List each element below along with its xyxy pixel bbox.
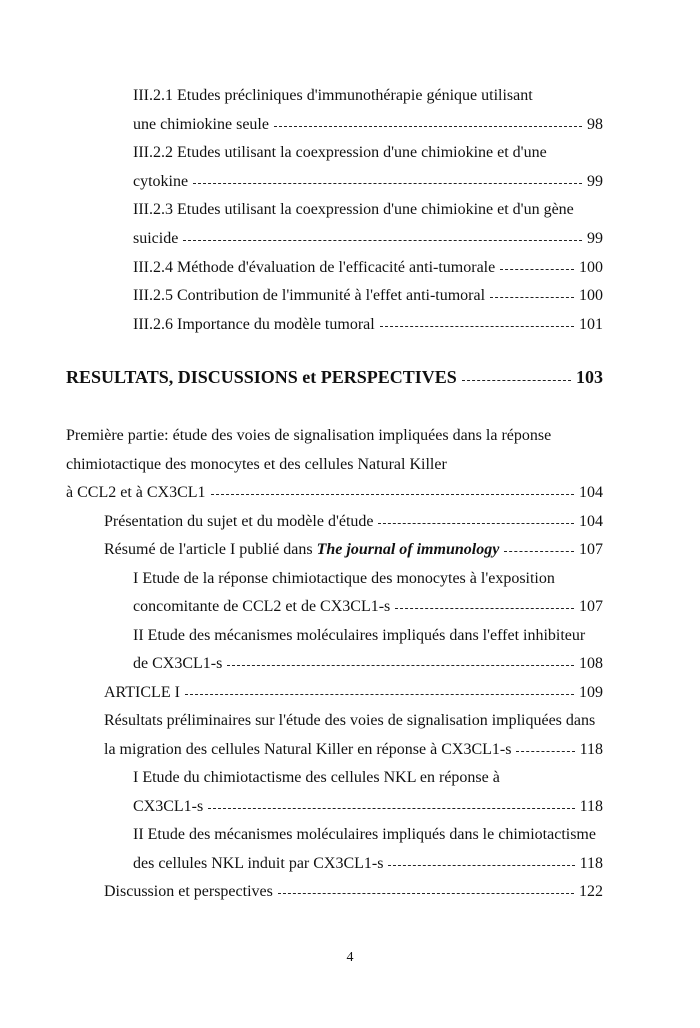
dot-leader — [211, 481, 574, 495]
toc-entry-etude1-line1 — [133, 567, 555, 591]
toc-entry-text: cytokine — [133, 173, 189, 190]
toc-page-number: 99 — [587, 173, 603, 190]
page-number: 4 — [346, 950, 354, 965]
toc-entry-text — [104, 538, 499, 562]
dot-leader — [380, 313, 574, 327]
toc-entry-etude2-line1 — [133, 624, 585, 648]
toc-entry-3-2-2-line1 — [133, 141, 547, 165]
toc-entry-3-2-3-line2 — [133, 227, 603, 251]
toc-entry-etude1-line2 — [133, 595, 603, 619]
toc-entry-text: III.2.1 Etudes précliniques d'immunothérapie génique utilisant — [133, 87, 533, 104]
toc-page-number: 118 — [579, 798, 603, 815]
toc-entry-discussion — [104, 880, 603, 904]
toc-page-number: 99 — [587, 230, 603, 247]
toc-section-heading-resultats — [66, 363, 603, 391]
toc-entry-text: III.2.2 Etudes utilisant la coexpression d'une chimiokine et d'une — [133, 144, 547, 161]
toc-entry-3-2-5 — [133, 284, 603, 308]
toc-entry-text: III.2.5 Contribution de l'immunité à l'effet anti-tumoral — [133, 287, 486, 304]
toc-page-number: 103 — [576, 367, 603, 387]
dot-leader — [378, 510, 574, 524]
toc-entry-article1 — [104, 681, 603, 705]
toc-entry-text: une chimiokine seule — [133, 116, 269, 133]
toc-entry-text: III.2.4 Méthode d'évaluation de l'efficacité anti-tumorale — [133, 259, 496, 276]
toc-entry-text: I Etude de la réponse chimiotactique des monocytes à l'exposition — [133, 570, 555, 587]
toc-page-number: 98 — [587, 116, 603, 133]
dot-leader — [395, 595, 574, 609]
toc-entry-text: à CCL2 et à CX3CL1 — [66, 484, 206, 501]
dot-leader — [208, 795, 574, 809]
toc-page-number: 100 — [579, 287, 603, 304]
toc-entry-text: III.2.6 Importance du modèle tumoral — [133, 316, 375, 333]
dot-leader — [500, 256, 574, 270]
toc-entry-text: chimiotactique des monocytes et des cellules Natural Killer — [66, 456, 447, 473]
toc-page-number: 104 — [579, 484, 603, 501]
toc-entry-text: ARTICLE I — [104, 684, 180, 701]
toc-entry-part1-line1 — [66, 424, 551, 448]
toc-page-number: 118 — [579, 855, 603, 872]
toc-entry-3-2-3-line1 — [133, 198, 574, 222]
toc-entry-nk2-line2 — [133, 852, 603, 876]
dot-leader — [183, 227, 582, 241]
toc-entry-text: suicide — [133, 230, 179, 247]
dot-leader — [185, 681, 574, 695]
toc-page-number: 100 — [579, 259, 603, 276]
toc-page-number: 122 — [579, 883, 603, 900]
toc-page-number: 107 — [579, 541, 603, 558]
toc-entry-text: Première partie: étude des voies de signalisation impliquées dans la réponse — [66, 427, 552, 444]
toc-entry-text: Discussion et perspectives — [104, 883, 273, 900]
toc-entry-presentation — [104, 510, 603, 534]
toc-page-number: 109 — [579, 684, 603, 701]
toc-entry-text: concomitante de CCL2 et de CX3CL1-s — [133, 598, 391, 615]
toc-page-number: 101 — [579, 316, 603, 333]
toc-entry-text: CX3CL1-s — [133, 798, 204, 815]
toc-page-number: 118 — [579, 741, 603, 758]
toc-entry-text: de CX3CL1-s — [133, 655, 223, 672]
toc-entry-prelim-line2 — [104, 738, 603, 762]
toc-heading-text: RESULTATS, DISCUSSIONS et PERSPECTIVES — [66, 367, 457, 387]
dot-leader — [388, 852, 574, 866]
toc-entry-prelim-line1 — [104, 709, 595, 733]
toc-entry-3-2-6 — [133, 313, 603, 337]
toc-entry-text: I Etude du chimiotactisme des cellules NKL en réponse à — [133, 769, 500, 786]
toc-entry-3-2-1-line2 — [133, 113, 603, 137]
toc-entry-text: II Etude des mécanismes moléculaires impliqués dans le chimiotactisme — [133, 826, 596, 843]
toc-entry-text: III.2.3 Etudes utilisant la coexpression d'une chimiokine et d'un gène — [133, 201, 574, 218]
dot-leader — [504, 538, 574, 552]
toc-entry-text: la migration des cellules Natural Killer en réponse à CX3CL1-s — [104, 741, 512, 758]
dot-leader — [227, 652, 574, 666]
resume-prefix: Résumé de l'article I publié dans — [104, 541, 317, 558]
toc-entry-3-2-2-line2 — [133, 170, 603, 194]
toc-entry-part1-line3 — [66, 481, 603, 505]
toc-page-number: 104 — [579, 513, 603, 530]
dot-leader — [516, 738, 574, 752]
dot-leader — [462, 363, 571, 381]
dot-leader — [193, 170, 582, 184]
toc-entry-resume — [104, 538, 603, 562]
toc-entry-nk1-line1 — [133, 766, 500, 790]
toc-entry-nk1-line2 — [133, 795, 603, 819]
toc-entry-text: des cellules NKL induit par CX3CL1-s — [133, 855, 384, 872]
toc-entry-etude2-line2 — [133, 652, 603, 676]
toc-entry-text: Présentation du sujet et du modèle d'étude — [104, 513, 374, 530]
toc-entry-text: II Etude des mécanismes moléculaires impliqués dans l'effet inhibiteur — [133, 627, 586, 644]
toc-entry-nk2-line1 — [133, 823, 596, 847]
toc-page-number: 107 — [579, 598, 603, 615]
toc-entry-text: Résultats préliminaires sur l'étude des voies de signalisation impliquées dans — [104, 712, 596, 729]
dot-leader — [490, 284, 574, 298]
toc-entry-part1-line2 — [66, 453, 447, 477]
toc-page-number: 108 — [579, 655, 603, 672]
toc-entry-3-2-4 — [133, 256, 603, 280]
dot-leader — [278, 880, 574, 894]
toc-entry-3-2-1-line1 — [133, 84, 533, 108]
dot-leader — [274, 113, 582, 127]
journal-title: The journal of immunology — [316, 541, 500, 558]
